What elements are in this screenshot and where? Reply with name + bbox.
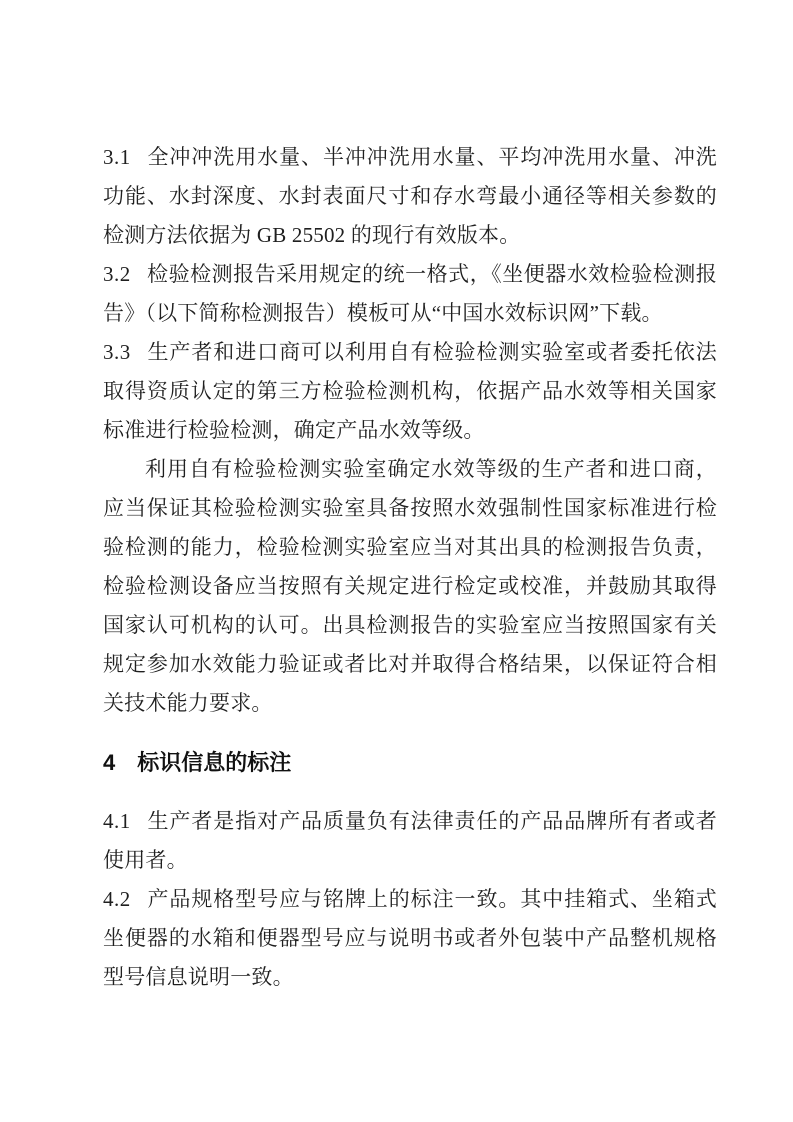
clause-number: 3.2 bbox=[103, 262, 131, 286]
clause-text: 生产者是指对产品质量负有法律责任的产品品牌所有者或者使用者。 bbox=[103, 809, 717, 872]
clause-number: 4.2 bbox=[103, 887, 131, 911]
clause-number: 3.3 bbox=[103, 340, 131, 364]
clause-text: 检验检测报告采用规定的统一格式，《坐便器水效检验检测报告》（以下简称检测报告）模板可从“中国水效标识网”下载。 bbox=[103, 262, 717, 325]
clause-number: 3.1 bbox=[103, 145, 131, 169]
section-4-heading bbox=[103, 743, 717, 782]
clause-text: 生产者和进口商可以利用自有检验检测实验室或者委托依法取得资质认定的第三方检验检测机构，依据产品水效等相关国家标准进行检验检测，确定产品水效等级。 bbox=[103, 340, 717, 442]
clause-4-1 bbox=[103, 802, 717, 880]
clause-3-1 bbox=[103, 138, 717, 255]
clause-text: 全冲冲洗用水量、半冲冲洗用水量、平均冲洗用水量、冲洗功能、水封深度、水封表面尺寸和存水弯最小通径等相关参数的检测方法依据为 GB 25502 的现行有效版本。 bbox=[103, 145, 717, 247]
clause-4-2 bbox=[103, 880, 717, 997]
clause-3-3 bbox=[103, 333, 717, 450]
section-heading-text: 标识信息的标注 bbox=[137, 750, 292, 775]
clause-3-2 bbox=[103, 255, 717, 333]
section-heading-number: 4 bbox=[103, 750, 116, 775]
paragraph-lab-responsibility: 利用自有检验检测实验室确定水效等级的生产者和进口商，应当保证其检验检测实验室具备按照水效强制性国家标准进行检验检测的能力，检验检测实验室应当对其出具的检测报告负责，检验检测设备应当按照有关规定进行检定或校准，并鼓励其取得国家认可机构的认可。出具检测报告的实验室应当按照国家有关规定参加水效能力验证或者比对并取得合格结果，以保证符合相关技术能力要求。 bbox=[103, 457, 717, 715]
clause-text: 产品规格型号应与铭牌上的标注一致。其中挂箱式、坐箱式坐便器的水箱和便器型号应与说明书或者外包装中产品整机规格型号信息说明一致。 bbox=[103, 887, 717, 989]
document-content bbox=[103, 138, 717, 997]
clause-number: 4.1 bbox=[103, 809, 131, 833]
